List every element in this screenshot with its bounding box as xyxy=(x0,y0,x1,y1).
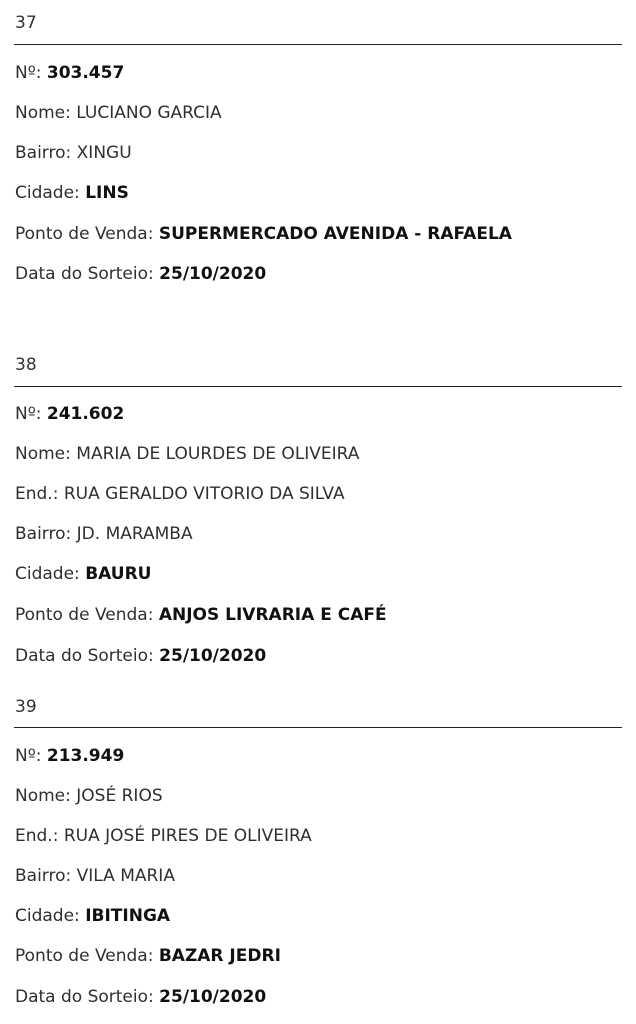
field-label: Ponto de Venda: xyxy=(15,605,159,625)
field-data-sorteio xyxy=(15,987,266,1007)
field-value: 213.949 xyxy=(46,746,125,766)
divider xyxy=(14,386,622,387)
field-label: Nome: xyxy=(15,786,77,806)
field-label: Ponto de Venda: xyxy=(15,946,159,966)
field-value: ANJOS LIVRARIA E CAFÉ xyxy=(158,605,387,625)
field-ponto-de-venda xyxy=(15,605,387,625)
entry-number: 39 xyxy=(15,697,37,717)
field-numero xyxy=(15,63,124,83)
field-label: Cidade: xyxy=(15,183,86,203)
field-label: Nº: xyxy=(15,746,47,766)
field-label: End.: xyxy=(15,826,64,846)
field-nome xyxy=(15,103,222,123)
divider xyxy=(14,44,622,45)
field-value: IBITINGA xyxy=(85,906,171,926)
field-label: Bairro: xyxy=(15,143,77,163)
field-value: LINS xyxy=(85,183,129,203)
field-endereco xyxy=(15,826,312,846)
field-label: Data do Sorteio: xyxy=(15,264,160,284)
field-numero xyxy=(15,404,124,424)
field-bairro xyxy=(15,866,175,886)
field-label: End.: xyxy=(15,484,64,504)
field-numero xyxy=(15,746,124,766)
field-data-sorteio xyxy=(15,646,266,666)
field-label: Data do Sorteio: xyxy=(15,646,160,666)
field-value: MARIA DE LOURDES DE OLIVEIRA xyxy=(76,444,360,464)
field-data-sorteio xyxy=(15,264,266,284)
field-nome xyxy=(15,786,163,806)
field-value: JOSÉ RIOS xyxy=(76,786,163,806)
field-value: RUA JOSÉ PIRES DE OLIVEIRA xyxy=(63,826,312,846)
field-value: 303.457 xyxy=(46,63,125,83)
field-label: Bairro: xyxy=(15,866,77,886)
field-label: Nº: xyxy=(15,404,47,424)
field-value: LUCIANO GARCIA xyxy=(76,103,222,123)
field-value: XINGU xyxy=(76,143,132,163)
field-cidade xyxy=(15,183,129,203)
field-bairro xyxy=(15,143,132,163)
field-label: Nome: xyxy=(15,444,77,464)
field-bairro xyxy=(15,524,193,544)
field-label: Cidade: xyxy=(15,906,86,926)
field-value: RUA GERALDO VITORIO DA SILVA xyxy=(63,484,345,504)
field-value: BAZAR JEDRI xyxy=(158,946,281,966)
entry-number: 38 xyxy=(15,355,37,375)
field-value: 25/10/2020 xyxy=(159,264,267,284)
field-value: JD. MARAMBA xyxy=(76,524,193,544)
field-value: BAURU xyxy=(85,564,152,584)
field-cidade xyxy=(15,564,151,584)
field-value: 241.602 xyxy=(46,404,125,424)
field-label: Bairro: xyxy=(15,524,77,544)
field-endereco xyxy=(15,484,345,504)
field-value: SUPERMERCADO AVENIDA - RAFAELA xyxy=(158,224,512,244)
field-value: VILA MARIA xyxy=(76,866,175,886)
field-label: Data do Sorteio: xyxy=(15,987,160,1007)
field-cidade xyxy=(15,906,170,926)
divider xyxy=(14,727,622,728)
field-nome xyxy=(15,444,359,464)
field-label: Nome: xyxy=(15,103,77,123)
field-ponto-de-venda xyxy=(15,224,512,244)
field-label: Nº: xyxy=(15,63,47,83)
field-ponto-de-venda xyxy=(15,946,281,966)
entry-number: 37 xyxy=(15,13,37,33)
field-value: 25/10/2020 xyxy=(159,987,267,1007)
field-label: Ponto de Venda: xyxy=(15,224,159,244)
field-label: Cidade: xyxy=(15,564,86,584)
field-value: 25/10/2020 xyxy=(159,646,267,666)
